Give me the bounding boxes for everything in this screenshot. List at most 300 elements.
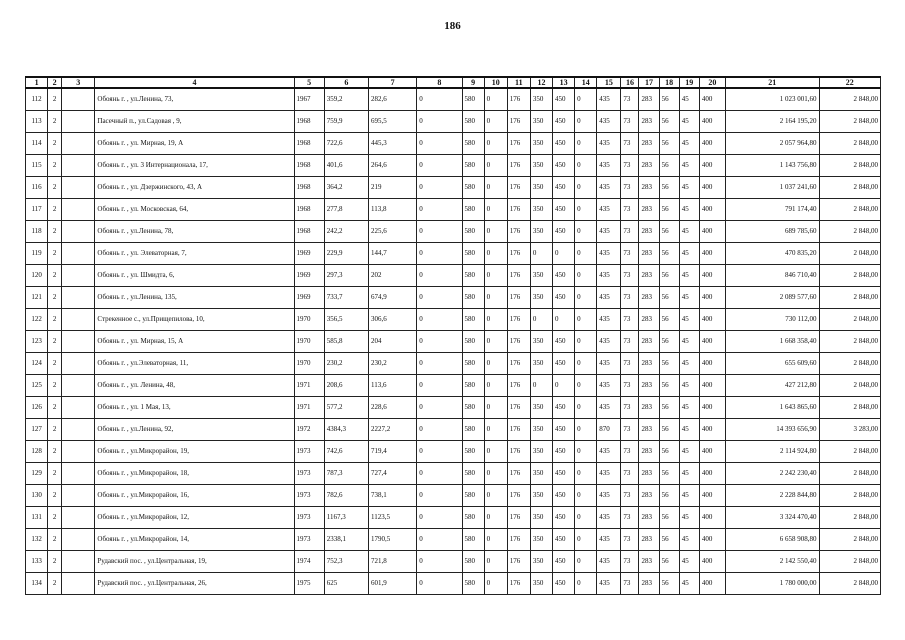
column-header: 5 [294, 77, 324, 88]
table-cell: 2 [48, 463, 62, 485]
table-cell: 450 [553, 111, 575, 133]
table-cell: 283 [639, 441, 659, 463]
table-cell: 45 [679, 155, 699, 177]
table-cell: 2 848,00 [819, 133, 881, 155]
table-cell: 435 [597, 265, 621, 287]
table-row [26, 265, 881, 287]
table-cell [62, 199, 95, 221]
table-cell: 0 [417, 155, 462, 177]
table-cell: 1970 [294, 331, 324, 353]
column-header: 10 [484, 77, 507, 88]
table-cell: 45 [679, 485, 699, 507]
table-cell: 176 [507, 199, 530, 221]
table-cell: 0 [553, 309, 575, 331]
table-cell: 0 [553, 375, 575, 397]
table-cell: 400 [699, 265, 725, 287]
column-header: 9 [462, 77, 484, 88]
table-cell: 283 [639, 221, 659, 243]
table-cell: 580 [462, 133, 484, 155]
table-cell: 56 [659, 177, 679, 199]
table-cell [62, 397, 95, 419]
table-cell: 0 [417, 221, 462, 243]
table-cell: 721,8 [368, 551, 416, 573]
table-cell: 0 [484, 177, 507, 199]
table-cell: 0 [575, 88, 597, 111]
table-cell [62, 573, 95, 595]
table-cell: Обоянь г. , ул.Ленина, 78, [95, 221, 294, 243]
table-cell: 2 848,00 [819, 551, 881, 573]
column-header: 14 [575, 77, 597, 88]
table-cell: 134 [26, 573, 48, 595]
table-cell: 350 [530, 353, 552, 375]
table-cell: 1969 [294, 265, 324, 287]
table-cell: 1971 [294, 375, 324, 397]
table-cell: 450 [553, 133, 575, 155]
table-cell: 229,9 [324, 243, 368, 265]
table-cell: 350 [530, 265, 552, 287]
table-cell: Обоянь г. , ул.Микрорайон, 14, [95, 529, 294, 551]
table-cell: 450 [553, 353, 575, 375]
table-cell: 400 [699, 375, 725, 397]
table-cell: 45 [679, 243, 699, 265]
table-cell: 450 [553, 265, 575, 287]
table-cell: 45 [679, 221, 699, 243]
table-cell: 131 [26, 507, 48, 529]
table-cell: 0 [575, 397, 597, 419]
table-cell [62, 331, 95, 353]
table-cell: 350 [530, 221, 552, 243]
table-cell: 73 [621, 441, 639, 463]
table-cell: 73 [621, 463, 639, 485]
table-cell: 0 [484, 353, 507, 375]
table-cell: 45 [679, 463, 699, 485]
table-cell: Обоянь г. , ул.Микрорайон, 18, [95, 463, 294, 485]
table-cell: 870 [597, 419, 621, 441]
table-cell [62, 88, 95, 111]
table-cell: 742,6 [324, 441, 368, 463]
table-cell: 118 [26, 221, 48, 243]
table-cell: 350 [530, 177, 552, 199]
table-cell: 400 [699, 199, 725, 221]
table-cell: 2 848,00 [819, 265, 881, 287]
column-header: 2 [48, 77, 62, 88]
table-cell: 45 [679, 397, 699, 419]
table-cell: 283 [639, 287, 659, 309]
column-header: 18 [659, 77, 679, 88]
table-header [26, 77, 881, 88]
table-cell: 730 112,00 [725, 309, 819, 331]
table-cell [62, 133, 95, 155]
table-cell: 2227,2 [368, 419, 416, 441]
table-cell: 0 [575, 441, 597, 463]
table-cell: 759,9 [324, 111, 368, 133]
table-cell [62, 441, 95, 463]
table-cell: 625 [324, 573, 368, 595]
table-cell: 580 [462, 507, 484, 529]
table-cell: 1973 [294, 485, 324, 507]
table-cell: 204 [368, 331, 416, 353]
table-cell: 450 [553, 463, 575, 485]
table-cell: 115 [26, 155, 48, 177]
column-header: 1 [26, 77, 48, 88]
table-cell: 2 [48, 243, 62, 265]
table-cell: 450 [553, 287, 575, 309]
table-cell: 2 848,00 [819, 177, 881, 199]
table-cell: 0 [575, 529, 597, 551]
table-cell: 2 848,00 [819, 529, 881, 551]
table-cell: 176 [507, 507, 530, 529]
table-cell: 0 [484, 485, 507, 507]
table-cell [62, 155, 95, 177]
table-cell: 435 [597, 177, 621, 199]
table-cell: 0 [417, 551, 462, 573]
table-cell [62, 177, 95, 199]
table-cell: 1969 [294, 243, 324, 265]
table-cell: 435 [597, 353, 621, 375]
table-cell: 450 [553, 331, 575, 353]
table-cell: 0 [484, 155, 507, 177]
table-cell: 0 [417, 88, 462, 111]
table-cell: 2 848,00 [819, 573, 881, 595]
table-cell: 350 [530, 111, 552, 133]
table-cell: 116 [26, 177, 48, 199]
table-cell: 0 [575, 243, 597, 265]
table-cell: 73 [621, 243, 639, 265]
table-cell: 283 [639, 463, 659, 485]
table-cell: 2 [48, 551, 62, 573]
table-cell: 283 [639, 419, 659, 441]
table-cell: 2 848,00 [819, 507, 881, 529]
table-cell: 400 [699, 419, 725, 441]
table-cell: 350 [530, 397, 552, 419]
table-cell: 601,9 [368, 573, 416, 595]
table-cell: 56 [659, 419, 679, 441]
table-cell: 0 [575, 265, 597, 287]
table-cell: 0 [417, 419, 462, 441]
table-cell: 73 [621, 551, 639, 573]
table-cell: 56 [659, 573, 679, 595]
table-cell: 283 [639, 111, 659, 133]
table-cell: 283 [639, 133, 659, 155]
table-cell: 350 [530, 507, 552, 529]
table-cell: 0 [575, 375, 597, 397]
table-cell: 56 [659, 331, 679, 353]
table-cell: Обоянь г. , ул. Дзержинского, 43, А [95, 177, 294, 199]
table-cell: 2 114 924,80 [725, 441, 819, 463]
table-row [26, 419, 881, 441]
table-cell: 435 [597, 529, 621, 551]
table-cell: Обоянь г. , ул. Московская, 64, [95, 199, 294, 221]
table-cell: 359,2 [324, 88, 368, 111]
table-cell: 45 [679, 573, 699, 595]
table-cell: 0 [484, 88, 507, 111]
table-cell: 1 643 865,60 [725, 397, 819, 419]
table-cell: 1971 [294, 397, 324, 419]
table-row [26, 529, 881, 551]
table-cell: 283 [639, 551, 659, 573]
table-cell: 73 [621, 573, 639, 595]
table-cell: 283 [639, 529, 659, 551]
table-cell: 400 [699, 88, 725, 111]
table-row [26, 88, 881, 111]
table-cell: 1 023 001,60 [725, 88, 819, 111]
table-cell: 0 [417, 243, 462, 265]
table-cell: 585,8 [324, 331, 368, 353]
table-row [26, 177, 881, 199]
table-cell: 733,7 [324, 287, 368, 309]
table-cell: 0 [575, 551, 597, 573]
table-cell: 1970 [294, 309, 324, 331]
table-cell: 120 [26, 265, 48, 287]
table-cell: 56 [659, 309, 679, 331]
table-cell: 0 [575, 419, 597, 441]
table-cell: 176 [507, 331, 530, 353]
table-cell: 45 [679, 441, 699, 463]
table-cell: 2 848,00 [819, 88, 881, 111]
table-cell: 450 [553, 507, 575, 529]
table-row [26, 331, 881, 353]
table-cell: 450 [553, 485, 575, 507]
table-cell: 283 [639, 88, 659, 111]
table-cell: 2 [48, 155, 62, 177]
table-cell: 400 [699, 529, 725, 551]
table-cell: 228,6 [368, 397, 416, 419]
table-cell: 400 [699, 155, 725, 177]
table-cell: 283 [639, 155, 659, 177]
table-cell: 0 [417, 353, 462, 375]
table-cell: 73 [621, 111, 639, 133]
table-cell: 0 [575, 573, 597, 595]
table-cell: 56 [659, 353, 679, 375]
table-cell [62, 375, 95, 397]
table-cell: 127 [26, 419, 48, 441]
table-cell: 0 [417, 133, 462, 155]
table-cell [62, 243, 95, 265]
table-cell: 283 [639, 397, 659, 419]
table-cell: 283 [639, 573, 659, 595]
table-cell: Обоянь г. , ул.Микрорайон, 16, [95, 485, 294, 507]
table-cell: 1973 [294, 441, 324, 463]
table-cell: 176 [507, 353, 530, 375]
column-header: 21 [725, 77, 819, 88]
table-cell: 176 [507, 177, 530, 199]
table-cell: 2 848,00 [819, 485, 881, 507]
table-cell: 580 [462, 88, 484, 111]
table-cell [62, 419, 95, 441]
table-cell: 580 [462, 155, 484, 177]
table-cell [62, 353, 95, 375]
table-row [26, 485, 881, 507]
table-cell: 0 [484, 243, 507, 265]
table-cell: 435 [597, 155, 621, 177]
table-cell: 1969 [294, 287, 324, 309]
table-cell: 2 [48, 287, 62, 309]
table-cell: 752,3 [324, 551, 368, 573]
table-cell [62, 551, 95, 573]
table-cell: 350 [530, 155, 552, 177]
table-cell: 0 [530, 243, 552, 265]
table-cell: 2 228 844,80 [725, 485, 819, 507]
table-cell: 2 848,00 [819, 331, 881, 353]
table-cell: 1 780 000,00 [725, 573, 819, 595]
table-cell: 1967 [294, 88, 324, 111]
table-cell: 350 [530, 463, 552, 485]
table-cell: 2 [48, 419, 62, 441]
table-cell: 719,4 [368, 441, 416, 463]
table-cell: 580 [462, 573, 484, 595]
table-cell: 56 [659, 463, 679, 485]
table-cell: Обоянь г. , ул. Элеваторная, 7, [95, 243, 294, 265]
table-cell: 435 [597, 111, 621, 133]
table-cell: Обоянь г. , ул. 1 Мая, 13, [95, 397, 294, 419]
table-cell: 56 [659, 133, 679, 155]
table-cell: 580 [462, 331, 484, 353]
table-cell: 1970 [294, 353, 324, 375]
table-cell: 144,7 [368, 243, 416, 265]
table-cell: 0 [484, 221, 507, 243]
table-cell: 283 [639, 177, 659, 199]
table-cell: 0 [484, 331, 507, 353]
table-cell: 2 [48, 331, 62, 353]
table-cell: 782,6 [324, 485, 368, 507]
table-cell: 283 [639, 485, 659, 507]
table-cell: 0 [575, 287, 597, 309]
table-cell: 2 [48, 375, 62, 397]
table-cell: 282,6 [368, 88, 416, 111]
table-cell: 435 [597, 463, 621, 485]
table-cell: Обоянь г. , ул.Элеваторная, 11, [95, 353, 294, 375]
table-cell: 230,2 [324, 353, 368, 375]
column-header: 12 [530, 77, 552, 88]
table-cell: Обоянь г. , ул. Ленина, 48, [95, 375, 294, 397]
table-cell: Обоянь г. , ул.Ленина, 73, [95, 88, 294, 111]
table-cell: Пасечный п., ул.Садовая , 9, [95, 111, 294, 133]
table-cell: 580 [462, 243, 484, 265]
table-cell: 0 [484, 199, 507, 221]
table-cell: 435 [597, 221, 621, 243]
column-header: 20 [699, 77, 725, 88]
table-cell: 0 [417, 265, 462, 287]
table-cell: 2 848,00 [819, 199, 881, 221]
table-cell: 400 [699, 243, 725, 265]
table-cell: 435 [597, 331, 621, 353]
table-cell: 400 [699, 353, 725, 375]
table-cell: 45 [679, 309, 699, 331]
table-cell: 0 [484, 463, 507, 485]
table-cell: 350 [530, 485, 552, 507]
table-cell: 0 [417, 177, 462, 199]
table-row [26, 199, 881, 221]
table-cell: 45 [679, 133, 699, 155]
table-cell: 176 [507, 485, 530, 507]
table-cell: 176 [507, 375, 530, 397]
table-cell: 0 [575, 485, 597, 507]
table-cell [62, 529, 95, 551]
table-cell: 125 [26, 375, 48, 397]
table-cell: 123 [26, 331, 48, 353]
column-header: 17 [639, 77, 659, 88]
column-header: 6 [324, 77, 368, 88]
table-cell: 56 [659, 265, 679, 287]
table-cell: Обоянь г. , ул.Микрорайон, 19, [95, 441, 294, 463]
table-cell: 400 [699, 485, 725, 507]
table-cell: 283 [639, 507, 659, 529]
table-cell: 2 848,00 [819, 441, 881, 463]
table-cell: 2 848,00 [819, 111, 881, 133]
table-cell: 435 [597, 375, 621, 397]
table-cell: 580 [462, 551, 484, 573]
table-cell: 727,4 [368, 463, 416, 485]
table-cell: 350 [530, 441, 552, 463]
table-cell: 2 242 230,40 [725, 463, 819, 485]
table-cell: 45 [679, 199, 699, 221]
table-cell [62, 287, 95, 309]
table-cell: 3 283,00 [819, 419, 881, 441]
table-cell: 73 [621, 331, 639, 353]
table-cell: 445,3 [368, 133, 416, 155]
table-row [26, 155, 881, 177]
table-cell: 2 142 550,40 [725, 551, 819, 573]
table-cell: 45 [679, 331, 699, 353]
table-cell: 0 [484, 397, 507, 419]
table-cell: 350 [530, 529, 552, 551]
table-cell: 2 048,00 [819, 375, 881, 397]
table-row [26, 441, 881, 463]
table-row [26, 397, 881, 419]
table-cell: 0 [484, 551, 507, 573]
table-cell: 580 [462, 397, 484, 419]
table-cell: 1968 [294, 199, 324, 221]
table-row [26, 309, 881, 331]
table-cell: 400 [699, 551, 725, 573]
table-cell: 2 164 195,20 [725, 111, 819, 133]
table-cell: 846 710,40 [725, 265, 819, 287]
table-row [26, 463, 881, 485]
table-cell: Обоянь г. , ул. Мирная, 19, А [95, 133, 294, 155]
table-cell: 6 658 908,80 [725, 529, 819, 551]
table-row [26, 573, 881, 595]
table-cell: 0 [484, 441, 507, 463]
table-cell: 0 [575, 221, 597, 243]
table-cell: 277,8 [324, 199, 368, 221]
table-row [26, 551, 881, 573]
table-cell: 1968 [294, 133, 324, 155]
table-cell: 283 [639, 331, 659, 353]
table-cell: 56 [659, 221, 679, 243]
table-cell: 73 [621, 529, 639, 551]
table-cell: 73 [621, 507, 639, 529]
column-header: 4 [95, 77, 294, 88]
table-cell: 450 [553, 88, 575, 111]
table-cell: 0 [575, 331, 597, 353]
table-cell: 112 [26, 88, 48, 111]
table-cell: 435 [597, 88, 621, 111]
table-cell: 2 [48, 529, 62, 551]
page-number: 186 [444, 20, 461, 32]
table-cell: 0 [575, 463, 597, 485]
table-cell: 364,2 [324, 177, 368, 199]
table-cell: 283 [639, 265, 659, 287]
table-cell: 2 848,00 [819, 463, 881, 485]
table-cell: 2 [48, 88, 62, 111]
table-cell: 113 [26, 111, 48, 133]
table-cell: 580 [462, 463, 484, 485]
table-cell: 124 [26, 353, 48, 375]
table-cell: 130 [26, 485, 48, 507]
table-cell: 400 [699, 177, 725, 199]
table-cell: 350 [530, 419, 552, 441]
table-cell: 176 [507, 573, 530, 595]
